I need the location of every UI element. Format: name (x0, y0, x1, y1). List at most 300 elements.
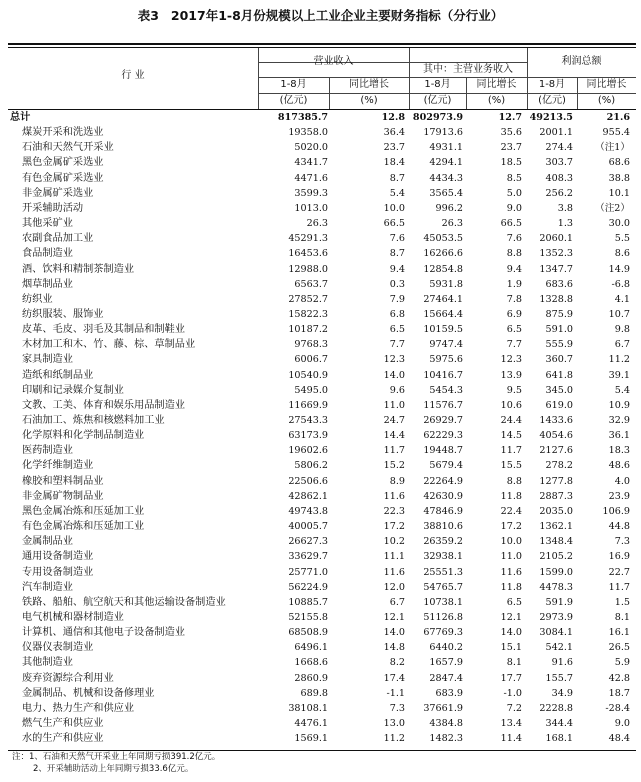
cell-main-g: 7.8 (506, 293, 522, 305)
cell-profit-g: 42.8 (608, 672, 630, 684)
cell-rev: 16453.6 (288, 248, 328, 260)
cell-rev: 689.8 (300, 687, 328, 699)
cell-rev: 817385.7 (277, 112, 328, 123)
cell-profit-g: 38.8 (608, 172, 630, 184)
cell-rev-g: 7.6 (389, 233, 405, 245)
cell-profit-g: 39.1 (608, 369, 630, 381)
cell-main-g: 66.5 (500, 218, 522, 230)
cell-rev: 52155.8 (288, 611, 328, 623)
rev-period-header: 1-8月 (280, 79, 307, 90)
cell-profit: 1599.0 (539, 566, 573, 578)
revenue-header: 营业收入 (313, 56, 354, 67)
cell-profit: 2887.3 (539, 490, 573, 502)
cell-main: 10738.1 (423, 596, 463, 608)
cell-main-g: 5.0 (506, 187, 522, 199)
industry-name: 石油加工、炼焦和核燃料加工业 (22, 415, 165, 426)
cell-rev: 10540.9 (288, 369, 328, 381)
cell-main-g: 12.3 (500, 354, 522, 366)
industry-name: 石油和天然气开采业 (22, 142, 114, 154)
cell-main-g: 35.6 (500, 127, 522, 139)
header-bottom-rule (8, 109, 636, 110)
bottom-rule (8, 750, 636, 751)
cell-main: 42630.9 (423, 490, 463, 502)
cell-main-g: 1.9 (506, 278, 522, 290)
cell-profit-g: 18.3 (608, 445, 630, 457)
cell-rev-g: 9.6 (389, 384, 405, 396)
cell-profit: 1328.8 (539, 293, 573, 305)
cell-rev-g: 14.4 (383, 430, 405, 442)
cell-profit: 256.2 (545, 187, 573, 199)
cell-main-g: 6.9 (506, 308, 522, 320)
cell-main-g: 17.2 (500, 521, 522, 533)
main-unit: (亿元) (423, 95, 452, 106)
cell-profit-g: 44.8 (608, 521, 630, 533)
cell-rev: 25771.0 (288, 566, 328, 578)
cell-rev: 6496.1 (294, 642, 328, 654)
cell-main-g: 15.5 (500, 460, 522, 472)
profit-growth-unit: (%) (597, 95, 616, 106)
industry-name: 其他采矿业 (22, 218, 73, 230)
cell-main: 17913.6 (423, 127, 463, 139)
main-revenue-header: 其中：主营业务收入 (423, 64, 513, 75)
cell-rev-g: 8.7 (389, 248, 405, 260)
industry-header: 行 业 (121, 70, 145, 81)
cell-main-g: 11.6 (500, 566, 522, 578)
cell-rev-g: 23.7 (383, 142, 405, 154)
cell-rev-g: 12.1 (383, 611, 405, 623)
cell-main-g: 8.8 (506, 475, 522, 487)
industry-name: 纺织服装、服饰业 (22, 308, 104, 320)
cell-main: 5931.8 (429, 278, 463, 290)
industry-name: 计算机、通信和其他电子设备制造业 (22, 627, 185, 639)
cell-main-g: 18.5 (500, 157, 522, 169)
cell-profit-g: 36.1 (608, 430, 630, 442)
cell-profit-g: 4.0 (614, 475, 630, 487)
cell-rev-g: 12.8 (381, 112, 405, 123)
industry-name: 水的生产和供应业 (22, 733, 104, 745)
cell-main-g: 9.0 (506, 202, 522, 214)
cell-rev: 10885.7 (288, 596, 328, 608)
cell-profit: 1352.3 (539, 248, 573, 260)
cell-rev-g: 12.3 (383, 354, 405, 366)
cell-main: 62229.3 (423, 430, 463, 442)
cell-profit: 168.1 (545, 733, 573, 745)
cell-rev-g: 6.5 (389, 324, 405, 336)
profit-period-header: 1-8月 (538, 79, 566, 90)
cell-profit-g: 16.9 (608, 551, 630, 563)
cell-main: 1482.3 (429, 733, 463, 745)
table-title (0, 6, 641, 24)
cell-main-g: 7.2 (506, 702, 522, 714)
cell-main-g: 11.7 (500, 445, 522, 457)
cell-main: 2847.4 (429, 672, 463, 684)
cell-main: 25551.3 (423, 566, 463, 578)
cell-profit: 1362.1 (539, 521, 573, 533)
cell-profit-g: -6.8 (611, 278, 630, 290)
cell-rev-g: 7.9 (389, 293, 405, 305)
cell-rev-g: 5.4 (389, 187, 405, 199)
main-period-header: 1-8月 (424, 79, 451, 90)
cell-rev-g: 8.2 (389, 657, 405, 669)
cell-main: 996.2 (435, 202, 463, 214)
cell-main: 26359.2 (423, 536, 463, 548)
cell-main-g: 11.4 (500, 733, 522, 745)
cell-main-g: 7.7 (506, 339, 522, 351)
cell-main: 5454.3 (429, 384, 463, 396)
industry-name: 纺织业 (22, 293, 53, 305)
cell-main-g: 11.0 (500, 551, 522, 563)
cell-profit: 875.9 (545, 308, 573, 320)
cell-main: 32938.1 (423, 551, 463, 563)
cell-profit: 542.1 (545, 642, 573, 654)
footnote-2: 2、开采辅助活动上年同期亏损33.6亿元。 (33, 763, 194, 774)
industry-name: 非金属矿物制品业 (22, 490, 104, 502)
cell-profit-g: 18.7 (608, 687, 630, 699)
cell-rev-g: 14.8 (383, 642, 405, 654)
cell-rev-g: 11.1 (383, 551, 405, 563)
industry-name: 仪器仪表制造业 (22, 642, 94, 654)
cell-rev: 5495.0 (294, 384, 328, 396)
cell-main: 26929.7 (423, 415, 463, 426)
footnote-1: 注：1、石油和天然气开采业上年同期亏损391.2亿元。 (12, 752, 221, 762)
cell-main-g: 17.7 (500, 672, 522, 684)
top-rule-inner (8, 47, 636, 48)
cell-rev: 3599.3 (294, 187, 328, 199)
cell-main-g: 9.4 (506, 263, 522, 275)
cell-main: 683.9 (435, 687, 463, 699)
cell-profit: 278.2 (545, 460, 573, 472)
cell-main: 67769.3 (423, 627, 463, 639)
industry-name: 化学纤维制造业 (22, 460, 94, 472)
cell-rev: 63173.9 (288, 430, 328, 442)
industry-name: 专用设备制造业 (22, 566, 94, 578)
cell-profit-g: -28.4 (605, 702, 630, 714)
cell-profit: 3.8 (557, 202, 573, 214)
cell-main-g: 8.8 (506, 248, 522, 260)
cell-rev-g: 10.0 (383, 202, 405, 214)
industry-name: 文教、工美、体育和娱乐用品制造业 (22, 399, 185, 411)
cell-rev: 27543.3 (288, 415, 328, 426)
cell-main: 15664.4 (423, 308, 463, 320)
industry-name: 橡胶和塑料制品业 (22, 475, 104, 487)
cell-profit-g: 955.4 (602, 127, 630, 139)
cell-rev: 27852.7 (288, 293, 328, 305)
cell-rev: 12988.0 (288, 263, 328, 275)
cell-profit: 1.3 (557, 218, 573, 230)
cell-profit: 4478.3 (539, 581, 573, 593)
cell-rev-g: 66.5 (383, 218, 405, 230)
cell-rev-g: 9.4 (389, 263, 405, 275)
cell-rev-g: 36.4 (383, 127, 405, 139)
cell-profit: 2060.1 (539, 233, 573, 245)
cell-profit-g: 32.9 (608, 415, 630, 426)
cell-profit: 303.7 (545, 157, 573, 169)
cell-main: 16266.6 (423, 248, 463, 260)
cell-main: 27464.1 (423, 293, 463, 305)
cell-main-g: 13.9 (500, 369, 522, 381)
cell-main-g: 24.4 (500, 415, 522, 426)
cell-rev-g: 6.7 (389, 596, 405, 608)
cell-rev: 11669.9 (288, 399, 328, 411)
cell-main: 3565.4 (429, 187, 463, 199)
cell-rev: 1668.6 (294, 657, 328, 669)
cell-rev-g: 10.2 (383, 536, 405, 548)
industry-name: 酒、饮料和精制茶制造业 (22, 263, 135, 275)
cell-profit: 49213.5 (529, 112, 573, 123)
cell-main-g: 7.6 (506, 233, 522, 245)
cell-profit-g: 106.9 (602, 505, 630, 517)
cell-rev-g: 11.2 (383, 733, 405, 745)
cell-rev: 26.3 (306, 218, 328, 230)
cell-rev-g: 0.3 (389, 278, 405, 290)
cell-rev: 40005.7 (288, 521, 328, 533)
cell-profit: 4054.6 (539, 430, 573, 442)
cell-rev-g: 22.3 (383, 505, 405, 517)
industry-name: 有色金属矿采选业 (22, 172, 104, 184)
cell-profit-g: 8.1 (614, 611, 630, 623)
table-title-text: 2017年1-8月份规模以上工业企业主要财务指标（分行业） (170, 8, 504, 23)
cell-rev: 9768.3 (294, 339, 328, 351)
cell-rev-g: 8.9 (389, 475, 405, 487)
cell-rev-g: 18.4 (383, 157, 405, 169)
industry-name: 电气机械和器材制造业 (22, 611, 124, 623)
cell-profit: 1277.8 (539, 475, 573, 487)
cell-profit-g: 5.9 (614, 657, 630, 669)
rev-growth-unit: (%) (360, 95, 378, 106)
cell-rev-g: 6.8 (389, 308, 405, 320)
cell-profit: 1347.7 (539, 263, 573, 275)
cell-rev: 15822.3 (288, 308, 328, 320)
cell-main: 10159.5 (423, 324, 463, 336)
cell-rev-g: 7.3 (389, 702, 405, 714)
industry-name: 煤炭开采和洗选业 (22, 127, 104, 139)
industry-name: 废弃资源综合利用业 (22, 672, 114, 684)
cell-main-g: 6.5 (506, 596, 522, 608)
total-label: 总计 (10, 112, 31, 123)
main-growth-header: 同比增长 (476, 79, 517, 90)
cell-main-g: 23.7 (500, 142, 522, 154)
cell-profit-g: 4.1 (614, 293, 630, 305)
cell-rev-g: 14.0 (383, 369, 405, 381)
cell-rev-g: 13.0 (383, 718, 405, 729)
cell-rev: 19358.0 (288, 127, 328, 139)
cell-profit: 2973.9 (539, 611, 573, 623)
cell-profit: 591.9 (545, 596, 573, 608)
industry-name: 燃气生产和供应业 (22, 718, 104, 729)
cell-main-g: 11.8 (500, 490, 522, 502)
cell-profit: 344.4 (545, 718, 573, 729)
cell-rev: 5020.0 (294, 142, 328, 154)
cell-rev: 1013.0 (294, 202, 328, 214)
cell-profit: 2228.8 (539, 702, 573, 714)
cell-rev: 45291.3 (288, 233, 328, 245)
cell-profit: 274.4 (545, 142, 573, 154)
cell-main-g: 10.0 (500, 536, 522, 548)
industry-name: 开采辅助活动 (22, 202, 84, 214)
cell-profit: 155.7 (545, 672, 573, 684)
cell-rev-g: 11.7 (383, 445, 405, 457)
cell-profit: 91.6 (551, 657, 573, 669)
industry-name: 非金属矿采选业 (22, 187, 94, 199)
cell-profit: 619.0 (545, 399, 573, 411)
cell-rev: 10187.2 (288, 324, 328, 336)
cell-profit-g: （注1） (595, 142, 630, 154)
cell-main: 26.3 (441, 218, 463, 230)
industry-name: 木材加工和木、竹、藤、棕、草制品业 (22, 339, 196, 351)
cell-rev-g: 24.7 (383, 415, 405, 426)
cell-main: 54765.7 (423, 581, 463, 593)
cell-profit-g: 11.7 (608, 581, 630, 593)
cell-profit: 408.3 (545, 172, 573, 184)
cell-main-g: -1.0 (503, 687, 522, 699)
cell-main: 37661.9 (423, 702, 463, 714)
cell-profit-g: 68.6 (608, 157, 630, 169)
cell-profit: 641.8 (545, 369, 573, 381)
cell-profit: 2035.0 (539, 505, 573, 517)
industry-name: 通用设备制造业 (22, 551, 94, 563)
profit-growth-header: 同比增长 (586, 79, 627, 90)
cell-profit-g: 8.6 (614, 248, 630, 260)
industry-name: 造纸和纸制品业 (22, 369, 94, 381)
cell-profit: 345.0 (545, 384, 573, 396)
industry-name: 金属制品业 (22, 536, 73, 548)
cell-rev: 4341.7 (294, 157, 328, 169)
cell-main-g: 6.5 (506, 324, 522, 336)
cell-main: 47846.9 (423, 505, 463, 517)
cell-profit: 683.6 (545, 278, 573, 290)
cell-profit-g: 14.9 (608, 263, 630, 275)
industry-name: 铁路、船舶、航空航天和其他运输设备制造业 (22, 596, 226, 608)
cell-main-g: 8.5 (506, 172, 522, 184)
profit-unit: (亿元) (538, 95, 566, 106)
cell-main-g: 9.5 (506, 384, 522, 396)
cell-profit-g: 26.5 (608, 642, 630, 654)
cell-main: 38810.6 (423, 521, 463, 533)
industry-name: 金属制品、机械和设备修理业 (22, 687, 155, 699)
cell-profit: 2127.6 (539, 445, 573, 457)
cell-rev: 6006.7 (294, 354, 328, 366)
cell-profit-g: 5.5 (614, 233, 630, 245)
cell-profit: 360.7 (545, 354, 573, 366)
cell-rev: 19602.6 (288, 445, 328, 457)
cell-main: 45053.5 (423, 233, 463, 245)
cell-profit-g: 1.5 (614, 596, 630, 608)
cell-profit: 555.9 (545, 339, 573, 351)
cell-rev-g: -1.1 (386, 687, 405, 699)
industry-name: 印刷和记录媒介复制业 (22, 384, 124, 396)
cell-main: 12854.8 (423, 263, 463, 275)
cell-rev-g: 17.2 (383, 521, 405, 533)
industry-name: 黑色金属冶炼和压延加工业 (22, 505, 145, 517)
cell-rev: 22506.6 (288, 475, 328, 487)
cell-rev: 49743.8 (288, 505, 328, 517)
cell-profit-g: 10.9 (608, 399, 630, 411)
cell-rev: 33629.7 (288, 551, 328, 563)
rev-unit: (亿元) (279, 95, 308, 106)
rev-growth-header: 同比增长 (349, 79, 389, 90)
cell-main: 10416.7 (423, 369, 463, 381)
cell-main: 4434.3 (429, 172, 463, 184)
cell-main: 5679.4 (429, 460, 463, 472)
cell-rev: 56224.9 (288, 581, 328, 593)
cell-main: 9747.4 (429, 339, 463, 351)
cell-rev: 38108.1 (288, 702, 328, 714)
cell-profit: 1433.6 (539, 415, 573, 426)
cell-profit-g: 10.7 (608, 308, 630, 320)
cell-profit-g: 21.6 (606, 112, 630, 123)
industry-name: 化学原料和化学制品制造业 (22, 430, 145, 442)
cell-main: 51126.8 (423, 611, 463, 623)
cell-main-g: 10.6 (500, 399, 522, 411)
cell-profit: 591.0 (545, 324, 573, 336)
industry-name: 其他制造业 (22, 657, 73, 669)
industry-name: 家具制造业 (22, 354, 73, 366)
cell-main: 802973.9 (412, 112, 463, 123)
cell-main-g: 13.4 (500, 718, 522, 729)
profit-header: 利润总额 (561, 56, 602, 67)
cell-main-g: 15.1 (500, 642, 522, 654)
cell-profit-g: 10.1 (608, 187, 630, 199)
cell-profit: 2001.1 (539, 127, 573, 139)
industry-name: 食品制造业 (22, 248, 73, 260)
cell-rev: 1569.1 (294, 733, 328, 745)
cell-rev: 26627.3 (288, 536, 328, 548)
cell-profit-g: 11.2 (608, 354, 630, 366)
industry-name: 汽车制造业 (22, 581, 73, 593)
industry-name: 皮革、毛皮、羽毛及其制品和制鞋业 (22, 324, 185, 336)
cell-profit-g: 7.3 (614, 536, 630, 548)
industry-name: 烟草制品业 (22, 278, 73, 290)
cell-main-g: 12.7 (498, 112, 522, 123)
cell-main-g: 12.1 (500, 611, 522, 623)
cell-profit: 1348.4 (539, 536, 573, 548)
cell-rev: 2860.9 (294, 672, 328, 684)
cell-main: 11576.7 (423, 399, 463, 411)
cell-main: 19448.7 (423, 445, 463, 457)
cell-profit: 34.9 (551, 687, 573, 699)
cell-rev-g: 17.4 (383, 672, 405, 684)
cell-profit-g: 9.8 (614, 324, 630, 336)
cell-rev-g: 12.0 (383, 581, 405, 593)
cell-main: 4384.8 (429, 718, 463, 729)
cell-rev-g: 8.7 (389, 172, 405, 184)
cell-rev-g: 7.7 (389, 339, 405, 351)
cell-profit-g: 23.9 (608, 490, 630, 502)
cell-profit-g: 6.7 (614, 339, 630, 351)
cell-profit-g: 16.1 (608, 627, 630, 639)
cell-main-g: 22.4 (500, 505, 522, 517)
industry-name: 有色金属冶炼和压延加工业 (22, 521, 145, 533)
cell-main-g: 14.5 (500, 430, 522, 442)
cell-rev-g: 15.2 (383, 460, 405, 472)
cell-profit: 3084.1 (539, 627, 573, 639)
cell-rev: 6563.7 (294, 278, 328, 290)
cell-main: 5975.6 (429, 354, 463, 366)
cell-main: 4294.1 (429, 157, 463, 169)
cell-rev: 4476.1 (294, 718, 328, 729)
cell-rev-g: 14.0 (383, 627, 405, 639)
cell-profit-g: 48.4 (608, 733, 630, 745)
cell-profit: 2105.2 (539, 551, 573, 563)
cell-main-g: 11.8 (500, 581, 522, 593)
industry-name: 电力、热力生产和供应业 (22, 702, 135, 714)
top-rule (8, 43, 636, 45)
cell-main: 6440.2 (429, 642, 463, 654)
cell-profit-g: 22.7 (608, 566, 630, 578)
cell-profit-g: 48.6 (608, 460, 630, 472)
footnotes (12, 752, 220, 775)
industry-name: 医药制造业 (22, 445, 73, 457)
